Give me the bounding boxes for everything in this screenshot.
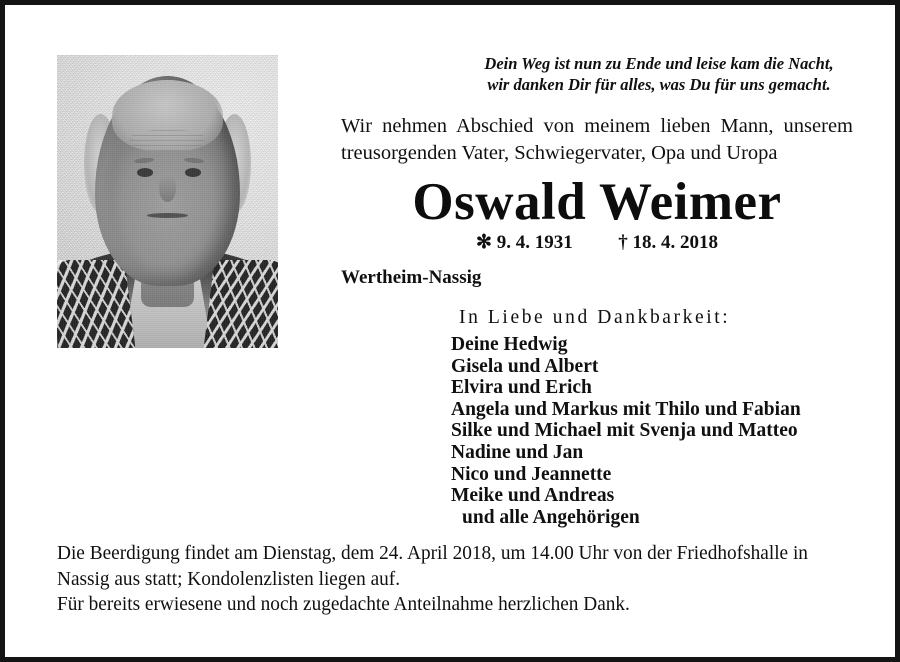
place-of-residence: Wertheim-Nassig: [341, 267, 482, 288]
survivors-list: [451, 334, 857, 528]
portrait-photo: [57, 55, 278, 348]
photo-eyebrow-right: [183, 157, 204, 164]
photo-eyebrow-left: [134, 157, 155, 164]
survivor-entry: Nadine und Jan: [451, 441, 584, 463]
intro-text: Wir nehmen Abschied von meinem lieben Mann, unserem treusorgenden Vater, Schwiegervater, Opa und Uropa: [341, 115, 853, 164]
funeral-paragraph-2: Für bereits erwiesene und noch zugedachte Anteilnahme herzlichen Dank.: [57, 593, 630, 615]
survivor-entry: Deine Hedwig: [451, 334, 568, 355]
photo-forehead-lines: [130, 130, 206, 151]
life-dates: [337, 231, 857, 254]
dedication-text: In Liebe und Dankbarkeit:: [459, 307, 731, 328]
cross-symbol-icon: †: [618, 232, 628, 253]
deceased-name: Oswald Weimer: [412, 173, 782, 231]
survivor-entry: und alle Angehörigen: [462, 506, 640, 528]
funeral-information: [57, 541, 819, 618]
photo-mouth: [147, 213, 188, 218]
verse-line-2: wir danken Dir für alles, was Du für uns gemacht.: [487, 75, 831, 94]
survivor-entry: Elvira und Erich: [451, 377, 592, 399]
survivor-entry: Silke und Michael mit Svenja und Matteo: [451, 420, 798, 442]
survivor-entry: Gisela und Albert: [451, 355, 599, 377]
photo-cardigan-left: [57, 260, 135, 348]
photo-eye-left: [137, 168, 153, 177]
survivor-entry: Nico und Jeannette: [451, 463, 612, 485]
birth-symbol-icon: ✻: [476, 232, 492, 253]
funeral-paragraph-1: Die Beerdigung findet am Dienstag, dem 24. April 2018, um 14.00 Uhr von der Friedhofshalle in Nassig aus statt; Kondolenzlisten liegen auf.: [57, 542, 808, 590]
photo-cardigan-right: [204, 260, 278, 348]
birth-date: 9. 4. 1931: [496, 232, 573, 253]
verse-line-1: Dein Weg ist nun zu Ende und leise kam die Nacht,: [484, 54, 834, 73]
photo-nose: [159, 175, 177, 202]
memorial-verse: [461, 53, 857, 95]
death-date: 18. 4. 2018: [632, 232, 718, 253]
notice-inner: [5, 5, 895, 657]
photo-head: [95, 76, 241, 287]
survivor-entry: Meike und Andreas: [451, 485, 615, 507]
survivor-entry: Angela und Markus mit Thilo und Fabian: [451, 398, 801, 420]
photo-eye-right: [185, 168, 201, 177]
